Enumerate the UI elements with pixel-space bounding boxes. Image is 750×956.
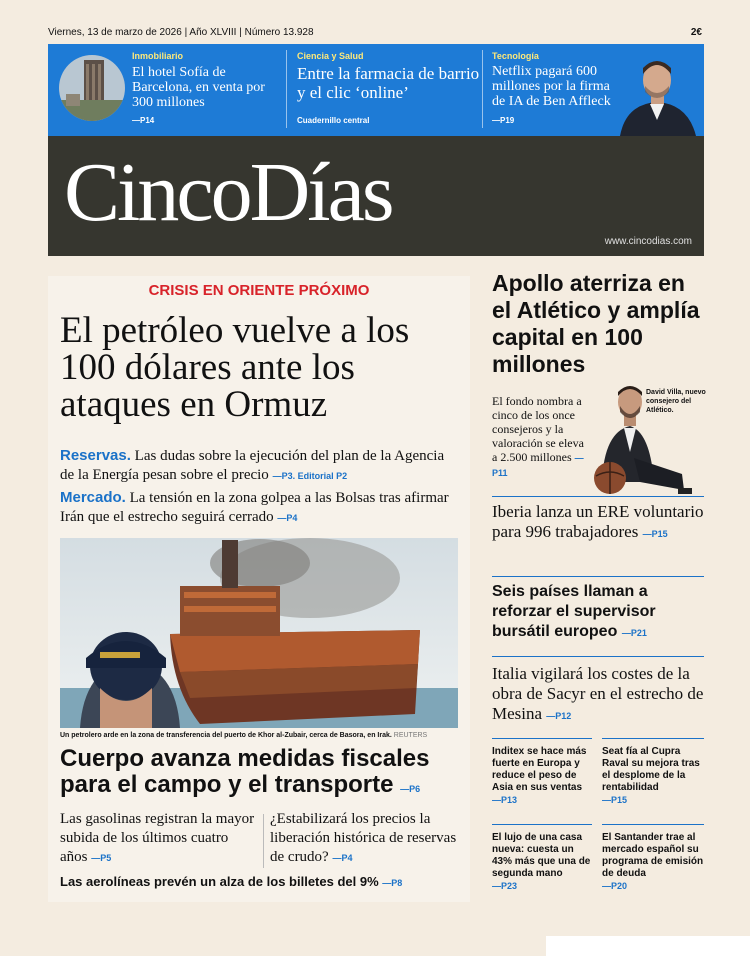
- subhead-lead: Reservas.: [60, 447, 131, 464]
- secondary-headline[interactable]: [60, 746, 464, 802]
- lead-story: [48, 276, 470, 902]
- headline-text: Cuerpo avanza medidas fiscales para el campo y el transporte: [60, 745, 430, 798]
- page-ref: —P12: [546, 711, 572, 721]
- tanker-photo: [60, 538, 458, 728]
- story-text: ¿Estabilizará los precios la liberación histórica de reservas de crudo?: [270, 811, 457, 865]
- story-aerolineas[interactable]: [60, 874, 464, 889]
- hotel-photo: [58, 54, 126, 122]
- promo-section: Tecnología: [492, 51, 539, 61]
- promo-text: Entre la farmacia de barrio y el clic ‘online’: [297, 64, 480, 102]
- story-text: Iberia lanza un ERE voluntario para 996 trabajadores: [492, 502, 704, 541]
- promo-bar: [48, 44, 704, 136]
- promo-section: Ciencia y Salud: [297, 51, 364, 61]
- main-headline[interactable]: El petróleo vuelve a los 100 dólares ante los ataques en Ormuz: [60, 310, 410, 425]
- story-text: El fondo nombra a cinco de los once consejeros y la valoración se eleva a 2.500 millones: [492, 394, 584, 464]
- divider: [286, 50, 287, 128]
- story-text: Las gasolinas registran la mayor subida de los últimos cuatro años: [60, 811, 255, 865]
- story-text: Las aerolíneas prevén un alza de los billetes del 9%: [60, 874, 379, 889]
- promo-page: —P14: [132, 116, 155, 125]
- subhead-reservas[interactable]: [60, 446, 460, 486]
- story-text: El lujo de una casa nueva: cuesta un 43% más que una de segunda mano: [492, 832, 591, 879]
- promo-text: El hotel Sofía de Barcelona, en venta por 300 millones: [132, 65, 265, 110]
- promo-inmobiliario[interactable]: [48, 44, 288, 136]
- dateline: [48, 27, 702, 41]
- promo-page: —P19: [492, 116, 515, 125]
- caption-text: Un petrolero arde en la zona de transferencia del puerto de Khor al-Zubair, cerca de Basora, en Irak.: [60, 732, 392, 739]
- column-divider: [263, 814, 264, 868]
- page-ref: —P4: [332, 853, 353, 863]
- promo-section: Inmobiliario: [132, 51, 184, 61]
- santander-story[interactable]: [602, 832, 704, 893]
- rule: [602, 738, 704, 739]
- photo-credit: REUTERS: [393, 732, 428, 739]
- story-text: Italia vigilará los costes de la obra de Sacyr en el estrecho de Mesina: [492, 664, 704, 723]
- page-ref: —P11: [492, 453, 584, 478]
- page-ref: —P3. Editorial P2: [272, 471, 348, 481]
- page-ref: —P15: [602, 795, 628, 805]
- seat-story[interactable]: [602, 746, 704, 807]
- page-ref: —P13: [492, 795, 518, 805]
- site-url[interactable]: www.cincodias.com: [604, 236, 692, 247]
- rule: [492, 656, 704, 657]
- seis-paises-story[interactable]: [492, 582, 704, 643]
- page-ref: —P4: [277, 513, 298, 523]
- divider: [482, 50, 483, 128]
- lujo-story[interactable]: [492, 832, 594, 893]
- story-text: Seat fía al Cupra Raval su mejora tras el desplome de la rentabilidad: [602, 746, 700, 793]
- masthead: [48, 136, 704, 256]
- promo-page: Cuadernillo central: [297, 116, 370, 125]
- page-ref: —P5: [91, 853, 112, 863]
- story-text: El Santander trae al mercado español su programa de emisión de deuda: [602, 832, 704, 879]
- rule: [492, 824, 592, 825]
- italia-story[interactable]: [492, 664, 704, 726]
- page-ref: —P6: [400, 784, 421, 794]
- photo-caption: [60, 732, 460, 739]
- rule: [602, 824, 704, 825]
- subhead-text: Las dudas sobre la ejecución del plan de la Agencia de la Energía pesan sobre el precio: [60, 448, 445, 483]
- subhead-text: La tensión en la zona golpea a las Bolsas tras afirmar Irán que el estrecho seguirá cerrado: [60, 490, 449, 525]
- page-ref: —P8: [382, 878, 403, 888]
- page-ref: —P23: [492, 881, 518, 891]
- price: 2€: [690, 27, 702, 38]
- rule: [492, 738, 592, 739]
- villa-caption: David Villa, nuevo consejero del Atlético.: [646, 389, 706, 414]
- promo-text: Netflix pagará 600 millones por la firma de IA de Ben Affleck: [492, 64, 611, 109]
- rule: [492, 496, 704, 497]
- logo[interactable]: CincoDías: [64, 146, 392, 239]
- page-ref: —P15: [642, 529, 668, 539]
- right-column: [482, 270, 704, 910]
- story-reservas[interactable]: [270, 810, 466, 868]
- subhead-lead: Mercado.: [60, 489, 126, 506]
- page-ref: —P20: [602, 881, 628, 891]
- iberia-story[interactable]: [492, 502, 704, 544]
- story-gasolinas[interactable]: [60, 810, 256, 868]
- story-text: Seis países llaman a reforzar el supervisor bursátil europeo: [492, 583, 656, 640]
- rule: [492, 576, 704, 577]
- promo-tecnologia[interactable]: [484, 44, 704, 136]
- apollo-headline[interactable]: Apollo aterriza en el Atlético y amplía capital en 100 millones: [492, 270, 700, 377]
- subhead-mercado[interactable]: [60, 488, 460, 528]
- apollo-body: [492, 394, 592, 480]
- kicker: CRISIS EN ORIENTE PRÓXIMO: [148, 282, 370, 299]
- date-text: Viernes, 13 de marzo de 2026 | Año XLVIII | Número 13.928: [48, 27, 314, 38]
- ben-affleck-photo: [612, 54, 702, 136]
- inditex-story[interactable]: [492, 746, 594, 807]
- page-ref: —P21: [621, 628, 647, 638]
- promo-ciencia[interactable]: [288, 44, 484, 136]
- page-corner: [546, 936, 750, 956]
- story-text: Inditex se hace más fuerte en Europa y reduce el peso de Asia en sus ventas: [492, 746, 587, 793]
